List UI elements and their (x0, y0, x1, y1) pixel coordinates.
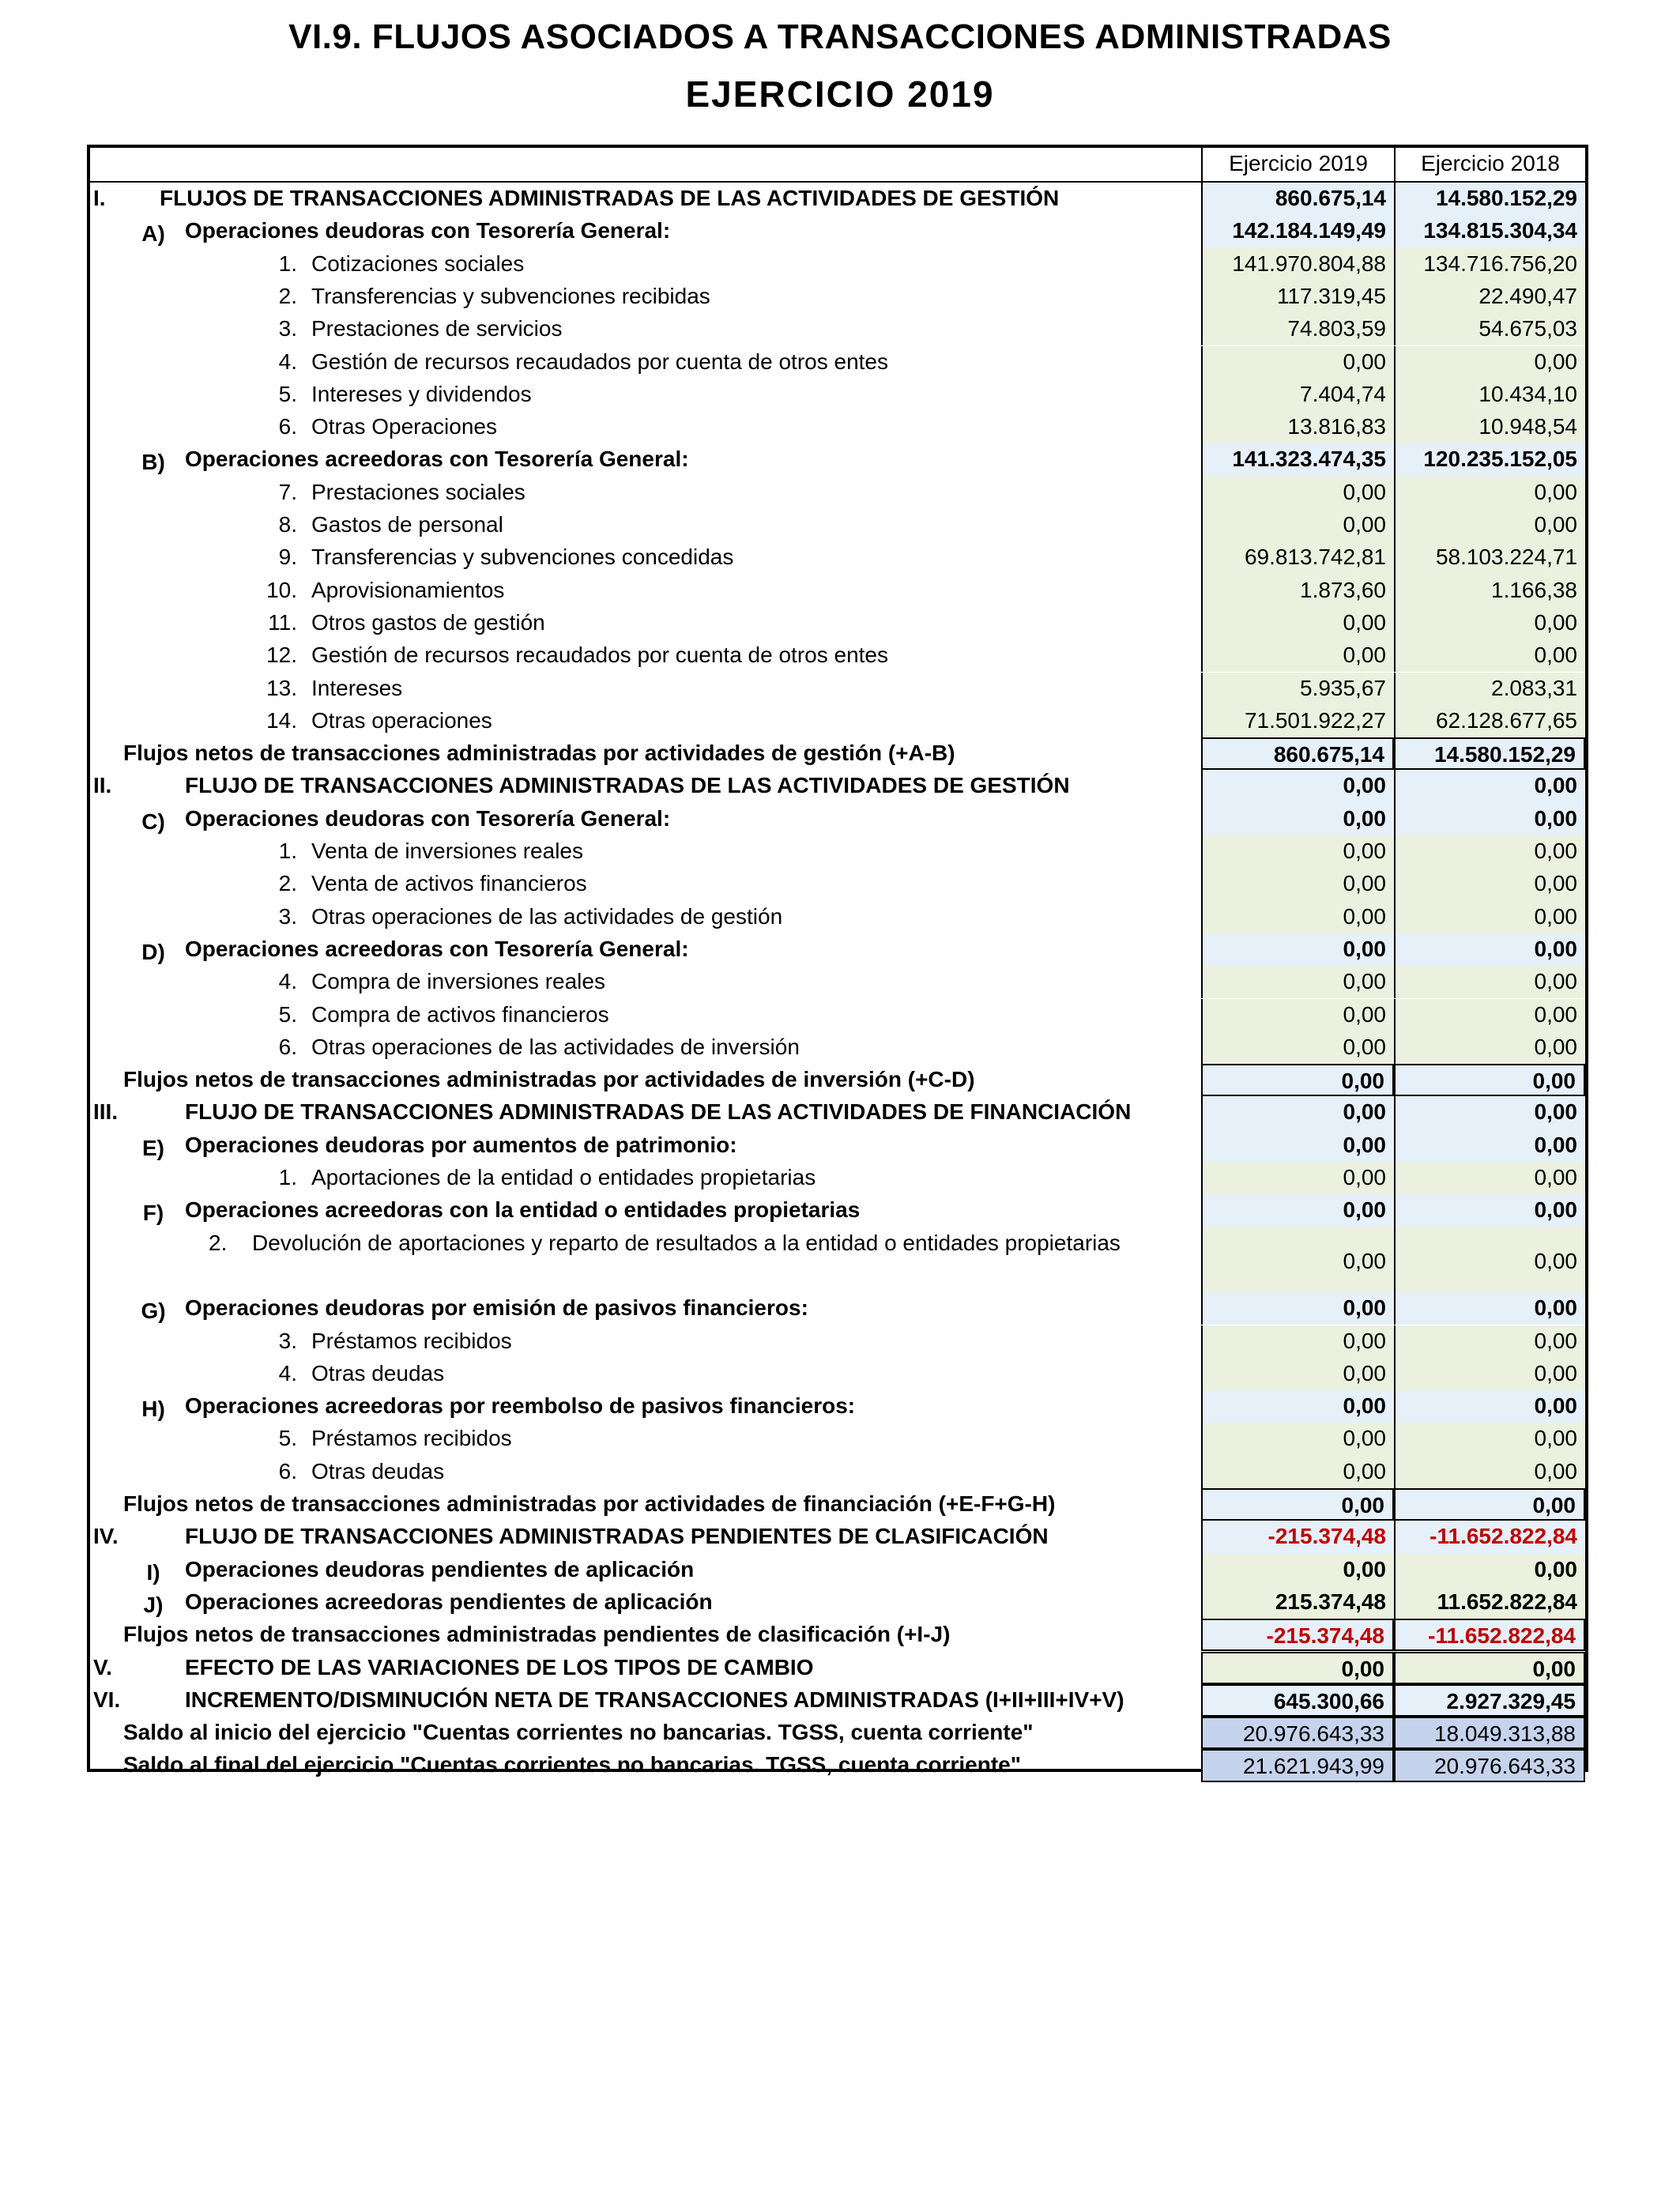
value-2018: 0,00 (1394, 1456, 1585, 1488)
value-2018: 0,00 (1394, 901, 1585, 933)
value-2018: 0,00 (1394, 933, 1585, 966)
value-2018: 0,00 (1394, 1423, 1585, 1455)
row-label: INCREMENTO/DISMINUCIÓN NETA DE TRANSACCIONES ADMINISTRADAS (I+II+III+IV+V) (185, 1687, 1124, 1712)
table-row (90, 509, 1585, 541)
value-2018: 0,00 (1394, 868, 1585, 900)
value-2018: 0,00 (1394, 509, 1585, 541)
table-row (90, 541, 1585, 574)
value-2018: 0,00 (1394, 803, 1585, 835)
row-letter: H) (141, 1397, 165, 1422)
value-2018: 1.166,38 (1394, 575, 1585, 607)
table-row (90, 575, 1585, 607)
value-2019: 20.976.643,33 (1201, 1717, 1394, 1749)
row-label: Gestión de recursos recaudados por cuenta de otros entes (311, 643, 888, 668)
column-header-2019: Ejercicio 2019 (1201, 148, 1394, 181)
value-2019: 0,00 (1201, 1096, 1394, 1129)
row-letter: F) (142, 1201, 164, 1226)
table-row (90, 737, 1585, 770)
row-label: Otras operaciones (311, 707, 492, 733)
value-2019: 0,00 (1201, 1162, 1394, 1194)
row-number: 14. (266, 707, 297, 733)
row-label: Aportaciones de la entidad o entidades propietarias (311, 1165, 816, 1189)
row-number: 1. (278, 839, 297, 863)
value-2018: 134.716.756,20 (1394, 248, 1585, 281)
value-2018: 0,00 (1394, 1031, 1585, 1064)
row-roman-numeral: II. (93, 773, 112, 798)
value-2018: 0,00 (1394, 1554, 1585, 1586)
row-letter: C) (141, 809, 165, 834)
row-label: Aprovisionamientos (311, 577, 505, 602)
row-label: Otras operaciones de las actividades de gestión (311, 903, 783, 929)
table-row (90, 248, 1585, 281)
value-2018: 120.235.152,05 (1394, 443, 1585, 476)
value-2019: 0,00 (1201, 868, 1394, 900)
value-2019: 0,00 (1201, 1325, 1394, 1358)
value-2018: 0,00 (1394, 1358, 1585, 1390)
value-2019: 141.970.804,88 (1201, 248, 1394, 281)
row-roman-numeral: V. (93, 1654, 112, 1679)
value-2019: 117.319,45 (1201, 281, 1394, 313)
row-label: Flujos netos de transacciones administradas por actividades de inversión (+C-D) (123, 1067, 975, 1092)
table-row (90, 1521, 1585, 1553)
row-label: Cotizaciones sociales (311, 251, 525, 276)
value-2019: 0,00 (1201, 1129, 1394, 1162)
row-number: 3. (278, 1328, 297, 1353)
table-row (90, 1717, 1585, 1749)
value-2018: 0,00 (1394, 477, 1585, 509)
value-2019: 7.404,74 (1201, 379, 1394, 411)
value-2018: 62.128.677,65 (1394, 705, 1585, 737)
row-label: Flujos netos de transacciones administradas pendientes de clasificación (+I-J) (123, 1622, 951, 1647)
value-2019: 0,00 (1201, 901, 1394, 933)
table-row (90, 1586, 1585, 1619)
row-label: FLUJOS DE TRANSACCIONES ADMINISTRADAS DE LAS ACTIVIDADES DE GESTIÓN (160, 186, 1060, 210)
row-number: 6. (278, 1458, 297, 1483)
row-number: 5. (278, 1426, 297, 1451)
table-row (90, 1325, 1585, 1358)
report-title: VI.9. FLUJOS ASOCIADOS A TRANSACCIONES ADMINISTRADAS (288, 17, 1392, 56)
table-row (90, 999, 1585, 1031)
value-2019: 0,00 (1201, 1227, 1394, 1293)
table-row (90, 1652, 1585, 1684)
table-header (90, 148, 1585, 183)
row-label: Compra de activos financieros (311, 1001, 609, 1027)
value-2018: 0,00 (1394, 1652, 1585, 1684)
table-row (90, 966, 1585, 998)
row-label: Devolución de aportaciones y reparto de resultados a la entidad o entidades propietarias (252, 1230, 1121, 1255)
row-roman-numeral: VI. (93, 1687, 121, 1712)
row-number: 4. (278, 349, 297, 374)
value-2019: 0,00 (1201, 933, 1394, 966)
row-label: Gestión de recursos recaudados por cuenta de otros entes (311, 349, 888, 374)
value-2019: 0,00 (1201, 1554, 1394, 1586)
value-2018: 2.083,31 (1394, 673, 1585, 705)
value-2019: 0,00 (1201, 1423, 1394, 1455)
table-row (90, 1684, 1585, 1717)
table-row (90, 1423, 1585, 1455)
row-number: 11. (268, 609, 297, 635)
value-2018: 58.103.224,71 (1394, 541, 1585, 574)
row-number: 9. (278, 545, 297, 570)
value-2018: 14.580.152,29 (1394, 737, 1585, 770)
value-2019: 13.816,83 (1201, 411, 1394, 443)
table-row (90, 1194, 1585, 1227)
value-2018: 20.976.643,33 (1394, 1749, 1585, 1781)
value-2019: 5.935,67 (1201, 673, 1394, 705)
table-row (90, 705, 1585, 737)
value-2018: 0,00 (1394, 1194, 1585, 1227)
row-label: Préstamos recibidos (311, 1426, 512, 1451)
table-row (90, 770, 1585, 802)
value-2019: 0,00 (1201, 835, 1394, 868)
value-2019: 0,00 (1201, 1031, 1394, 1064)
table-row (90, 1619, 1585, 1651)
row-letter: E) (142, 1135, 164, 1160)
row-label: Operaciones acreedoras con la entidad o entidades propietarias (185, 1197, 861, 1223)
row-label: Operaciones deudoras por aumentos de patrimonio: (185, 1132, 737, 1157)
table-row (90, 1488, 1585, 1521)
value-2019: -215.374,48 (1201, 1521, 1394, 1553)
table-row (90, 281, 1585, 313)
value-2019: 71.501.922,27 (1201, 705, 1394, 737)
value-2019: 0,00 (1201, 1456, 1394, 1488)
value-2019: 215.374,48 (1201, 1586, 1394, 1619)
row-number: 7. (278, 479, 297, 504)
value-2018: 0,00 (1394, 346, 1585, 379)
row-label: Operaciones acreedoras con Tesorería General: (185, 447, 689, 472)
row-letter: G) (141, 1299, 166, 1324)
row-label: Préstamos recibidos (311, 1328, 512, 1353)
row-letter: J) (143, 1592, 164, 1617)
report-subtitle: EJERCICIO 2019 (685, 74, 995, 115)
row-label: Operaciones acreedoras pendientes de aplicación (185, 1589, 713, 1614)
value-2018: 0,00 (1394, 1129, 1585, 1162)
value-2018: 0,00 (1394, 966, 1585, 998)
value-2018: 0,00 (1394, 1390, 1585, 1423)
table-row (90, 933, 1585, 966)
row-label: Transferencias y subvenciones concedidas (311, 545, 734, 570)
value-2019: 0,00 (1201, 1390, 1394, 1423)
row-label: Transferencias y subvenciones recibidas (311, 283, 710, 308)
value-2019: 0,00 (1201, 1358, 1394, 1390)
value-2019: 860.675,14 (1201, 183, 1394, 215)
value-2018: 0,00 (1394, 1096, 1585, 1129)
value-2019: 645.300,66 (1201, 1684, 1394, 1717)
row-number: 12. (266, 643, 297, 668)
value-2019: 69.813.742,81 (1201, 541, 1394, 574)
table-row (90, 1031, 1585, 1064)
table-row (90, 183, 1585, 215)
row-label: Intereses y dividendos (311, 381, 532, 406)
row-label: Saldo al inicio del ejercicio "Cuentas corrientes no bancarias. TGSS, cuenta corriente" (123, 1720, 1034, 1745)
row-label: Compra de inversiones reales (311, 969, 605, 994)
value-2018: 11.652.822,84 (1394, 1586, 1585, 1619)
table-row (90, 1064, 1585, 1096)
row-number: 5. (278, 381, 297, 406)
value-2018: 134.815.304,34 (1394, 215, 1585, 247)
row-roman-numeral: I. (93, 186, 106, 210)
row-label: Operaciones deudoras pendientes de aplicación (185, 1556, 695, 1581)
value-2019: -215.374,48 (1201, 1619, 1394, 1651)
row-number: 10. (266, 577, 297, 602)
row-label: FLUJO DE TRANSACCIONES ADMINISTRADAS PENDIENTES DE CLASIFICACIÓN (185, 1524, 1049, 1549)
row-number: 13. (266, 675, 297, 700)
value-2019: 0,00 (1201, 803, 1394, 835)
row-letter: I) (146, 1559, 160, 1585)
row-label: FLUJO DE TRANSACCIONES ADMINISTRADAS DE LAS ACTIVIDADES DE GESTIÓN (185, 773, 1070, 798)
row-label: Operaciones acreedoras por reembolso de pasivos financieros: (185, 1393, 856, 1419)
value-2018: 0,00 (1394, 1227, 1585, 1293)
value-2018: 0,00 (1394, 1325, 1585, 1358)
table-row (90, 1129, 1585, 1162)
table-row (90, 835, 1585, 868)
row-label: Saldo al final del ejercicio "Cuentas corrientes no bancarias. TGSS, cuenta corriente" (123, 1752, 1022, 1777)
row-label: Flujos netos de transacciones administradas por actividades de financiación (+E-F+G-H) (123, 1491, 1056, 1516)
value-2018: 0,00 (1394, 1292, 1585, 1325)
value-2019: 142.184.149,49 (1201, 215, 1394, 247)
table-row (90, 607, 1585, 639)
row-number: 1. (278, 251, 297, 276)
value-2019: 0,00 (1201, 1652, 1394, 1684)
row-number: 3. (278, 903, 297, 929)
value-2019: 0,00 (1201, 607, 1394, 639)
table-row (90, 443, 1585, 476)
value-2019: 0,00 (1201, 1488, 1394, 1521)
table-row (90, 346, 1585, 379)
row-label: Operaciones deudoras con Tesorería General: (185, 218, 671, 243)
row-label: Gastos de personal (311, 512, 503, 537)
row-label: Operaciones deudoras con Tesorería General: (185, 805, 671, 831)
row-label: Intereses (311, 675, 403, 700)
table-row (90, 477, 1585, 509)
value-2018: 10.948,54 (1394, 411, 1585, 443)
value-2018: 0,00 (1394, 770, 1585, 802)
value-2019: 0,00 (1201, 346, 1394, 379)
row-number: 2. (278, 871, 297, 896)
table-row (90, 1096, 1585, 1129)
value-2018: 14.580.152,29 (1394, 183, 1585, 215)
value-2019: 0,00 (1201, 966, 1394, 998)
value-2019: 0,00 (1201, 1292, 1394, 1325)
table-row (90, 411, 1585, 443)
row-label: Otros gastos de gestión (311, 609, 545, 635)
value-2018: 0,00 (1394, 1162, 1585, 1194)
row-roman-numeral: III. (93, 1099, 119, 1125)
table-row (90, 639, 1585, 672)
table-row (90, 1456, 1585, 1488)
row-label: Venta de inversiones reales (311, 839, 583, 863)
row-label: Flujos netos de transacciones administradas por actividades de gestión (+A-B) (123, 741, 955, 766)
table-row (90, 901, 1585, 933)
table-row (90, 215, 1585, 247)
row-label: EFECTO DE LAS VARIACIONES DE LOS TIPOS DE CAMBIO (185, 1654, 814, 1679)
value-2019: 1.873,60 (1201, 575, 1394, 607)
row-label: Otras deudas (311, 1458, 445, 1483)
value-2019: 0,00 (1201, 639, 1394, 672)
table-row: 2. Devolución de aportaciones y reparto de resultados a la entidad o entidades propietarias 0,00 0,00 (90, 1227, 1585, 1293)
column-header-2018: Ejercicio 2018 (1394, 148, 1585, 181)
value-2018: 18.049.313,88 (1394, 1717, 1585, 1749)
row-number: 6. (278, 1034, 297, 1059)
value-2019: 0,00 (1201, 1064, 1394, 1096)
table-row (90, 803, 1585, 835)
value-2019: 0,00 (1201, 1194, 1394, 1227)
row-number: 8. (278, 512, 297, 537)
value-2018: -11.652.822,84 (1394, 1619, 1585, 1651)
table-row (90, 1749, 1585, 1781)
row-number: 2. (278, 283, 297, 308)
row-number: 1. (278, 1165, 297, 1189)
row-label: Otras deudas (311, 1360, 445, 1385)
value-2018: 0,00 (1394, 1064, 1585, 1096)
row-letter: A) (141, 221, 165, 247)
value-2018: 2.927.329,45 (1394, 1684, 1585, 1717)
value-2018: 22.490,47 (1394, 281, 1585, 313)
value-2019: 21.621.943,99 (1201, 1749, 1394, 1781)
row-label: Operaciones acreedoras con Tesorería General: (185, 936, 689, 961)
value-2018: 10.434,10 (1394, 379, 1585, 411)
row-label: FLUJO DE TRANSACCIONES ADMINISTRADAS DE LAS ACTIVIDADES DE FINANCIACIÓN (185, 1099, 1132, 1125)
value-2018: 0,00 (1394, 1488, 1585, 1521)
row-label: Prestaciones sociales (311, 479, 525, 504)
row-number: 4. (278, 1360, 297, 1385)
value-2019: 0,00 (1201, 509, 1394, 541)
table-row (90, 1390, 1585, 1423)
value-2019: 0,00 (1201, 477, 1394, 509)
row-number: 3. (278, 316, 297, 341)
value-2019: 0,00 (1201, 770, 1394, 802)
value-2018: 54.675,03 (1394, 313, 1585, 345)
table-row (90, 1358, 1585, 1390)
table-row (90, 868, 1585, 900)
value-2018: 0,00 (1394, 999, 1585, 1031)
value-2019: 74.803,59 (1201, 313, 1394, 345)
table-row (90, 1554, 1585, 1586)
value-2018: 0,00 (1394, 835, 1585, 868)
table-row (90, 673, 1585, 705)
value-2018: 0,00 (1394, 607, 1585, 639)
cash-flow-table (87, 145, 1588, 1779)
row-number: 4. (278, 969, 297, 994)
row-label: Prestaciones de servicios (311, 316, 563, 341)
table-row (90, 313, 1585, 345)
row-label: Otras operaciones de las actividades de inversión (311, 1034, 800, 1059)
value-2019: 141.323.474,35 (1201, 443, 1394, 476)
row-number: 5. (278, 1001, 297, 1027)
value-2018: -11.652.822,84 (1394, 1521, 1585, 1553)
value-2019: 860.675,14 (1201, 737, 1394, 770)
row-letter: D) (141, 939, 165, 964)
row-label: Otras Operaciones (311, 414, 497, 439)
row-label: Operaciones deudoras por emisión de pasivos financieros: (185, 1295, 808, 1321)
row-letter: B) (141, 450, 165, 475)
row-label: Venta de activos financieros (311, 871, 587, 896)
row-roman-numeral: IV. (93, 1524, 119, 1549)
row-number: 6. (278, 414, 297, 439)
value-2018: 0,00 (1394, 639, 1585, 672)
value-2019: 0,00 (1201, 999, 1394, 1031)
table-row (90, 1162, 1585, 1194)
table-row (90, 379, 1585, 411)
table-row (90, 1292, 1585, 1325)
